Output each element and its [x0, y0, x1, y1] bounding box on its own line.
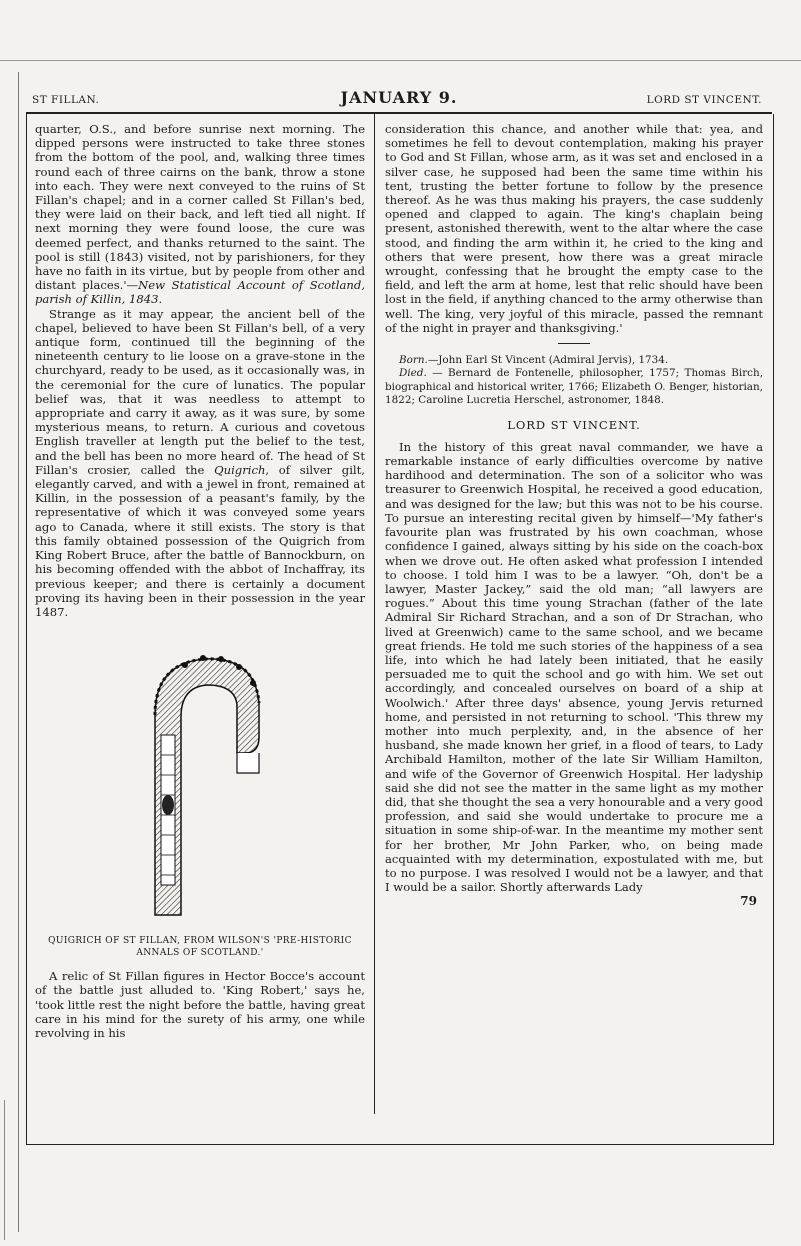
header-right: LORD ST VINCENT.	[646, 94, 762, 106]
header-left: ST FILLAN.	[32, 94, 100, 106]
page-number: 79	[740, 894, 757, 909]
section-rule	[558, 343, 590, 344]
right-column	[385, 122, 763, 909]
paragraph: A relic of St Fillan figures in Hector Bocce's account of the battle just alluded to. 'King Robert,' says he, 'took little rest the night before the battle, having great care in his mind for the surety of his army, one while revolving in his	[35, 969, 365, 1040]
born-entry: Born.—John Earl St Vincent (Admiral Jervis), 1734.	[399, 354, 669, 367]
quigrich-term: Quigrich	[214, 462, 266, 477]
paragraph: consideration this chance, and another while that: yea, and sometimes he fell to devout contemplation, making his prayer to God and St Fillan, whose arm, as it was set and enclosed in a silver case, he supposed had been the same time within his tent, trusting the better fortune to follow by the presence thereof. As he was thus making his prayers, the case suddenly opened and clapped to again. The king's chaplain being present, astonished therewith, went to the altar where the case stood, and finding the arm within it, he cried to the king and others that were present, how there was a great miracle wrought, confessing that he brought the empty case to the field, and left the arm at home, lest that relic should have been lost in the field, if anything chanced to the army otherwise than well. The king, very joyful of this miracle, passed the remnant of the night in prayer and thanksgiving.'	[385, 122, 763, 335]
page-body	[26, 114, 774, 1145]
paragraph: quarter, O.S., and before sunrise next morning. The dipped persons were instructed to take three stones from the bottom of the pool, and, walking three times round each of three cairns on the bank, throw a stone into each. They were next conveyed to the ruins of St Fillan's chapel; and in a corner called St Fillan's bed, they were laid on their back, and left tied all night. If next morning they were found loose, the cure was deemed perfect, and thanks returned to the saint. The pool is still (1843) visited, not by parishioners, for they have no faith in its virtue, but by people from other and distant places.'—New Statistical Account of Scotland, parish of Killin, 1843.	[35, 122, 366, 307]
died-entry: Died. — Bernard de Fontenelle, philosopher, 1757; Thomas Birch, biographical and historical writer, 1766; Elizabeth O. Benger, historian, 1822; Caroline Lucretia Herschel, astronomer, 1848.	[385, 367, 763, 407]
figure-caption: QUIGRICH OF ST FILLAN, FROM WILSON'S 'PRE-HISTORIC ANNALS OF SCOTLAND.'	[48, 936, 352, 959]
paragraph: In the history of this great naval commander, we have a remarkable instance of early difficulties overcome by native hardihood and determination. The son of a solicitor who was treasurer to Greenwich Hospital, he received a good education, and was designed for the law; but this was not to be his course. To pursue an interesting recital given by himself—'My father's favourite plan was frustrated by his own coachman, whose confidence I gained, always sitting by his side on the coach-box when we drove out. He often asked what profession I intended to choose. I told him I was to be a lawyer. “Oh, don't be a lawyer, Master Jackey,” said the old man; “all lawyers are rogues.” About this time young Strachan (father of the late Admiral Sir Richard Strachan, and a son of Dr Strachan, who lived at Greenwich) came to the same school, and we became great friends. He told me such stories of the happiness of a sea life, into which he had lately been initiated, that he easily persuaded me to quit the school and go with him. We set out accordingly, and concealed ourselves on board of a ship at Woolwich.' After three days' absence, young Jervis returned home, and persisted in not returning to school. 'This threw my mother into much perplexity, and, in the absence of her husband, she made known her grief, in a flood of tears, to Lady Archibald Hamilton, mother of the late Sir William Hamilton, and wife of the Governor of Greenwich Hospital. Her ladyship said she did not see the matter in the same light as my mother did, that she thought the sea a very honourable and a very good profession, and said she would undertake to procure me a situation in some ship-of-war. In the meantime my mother sent for her brother, Mr John Parker, who, on being made acquainted with my determination, expostulated with me, but to no purpose. I was resolved I would not be a lawyer, and that I would be a sailor. Shortly afterwards Lady	[385, 439, 763, 895]
paragraph: Strange as it may appear, the ancient bell of the chapel, believed to have been St Fillan's bell, of a very antique form, continued till the beginning of the nineteenth century to lie loose on a grave-stone in the churchyard, ready to be used, as it occasionally was, in the ceremonial for the cure of lunatics. The popular belief was, that it was needless to attempt to appropriate and carry it away, as it was sure, by some mysterious means, to return. A curious and covetous English traveller at length put the belief to the test, and the bell has been no more heard of. The head of St Fillan's crosier, called the Quigrich, of silver gilt, elegantly carved, and with a jewel in front, remained at Killin, in the possession of a peasant's family, by the representative of which it was conveyed some years ago to Canada, where it still exists. The story is that this family obtained possession of the Quigrich from King Robert Bruce, after the battle of Bannockburn, on his becoming offended with the abbot of Inchaffray, its previous keeper; and there is certainly a document proving its having been in their possession in the year 1487.	[35, 306, 365, 619]
scan-edge	[4, 1100, 5, 1240]
column-divider	[374, 114, 375, 1114]
source-citation: New Statistical Account of Scotland, parish of Killin, 1843.	[35, 278, 366, 307]
quigrich-crosier-illustration	[125, 645, 275, 925]
left-column	[35, 122, 365, 1040]
scan-top-rule	[0, 60, 801, 61]
section-title: LORD ST VINCENT.	[507, 417, 641, 432]
running-header	[26, 86, 772, 114]
header-date: JANUARY 9.	[340, 88, 458, 107]
